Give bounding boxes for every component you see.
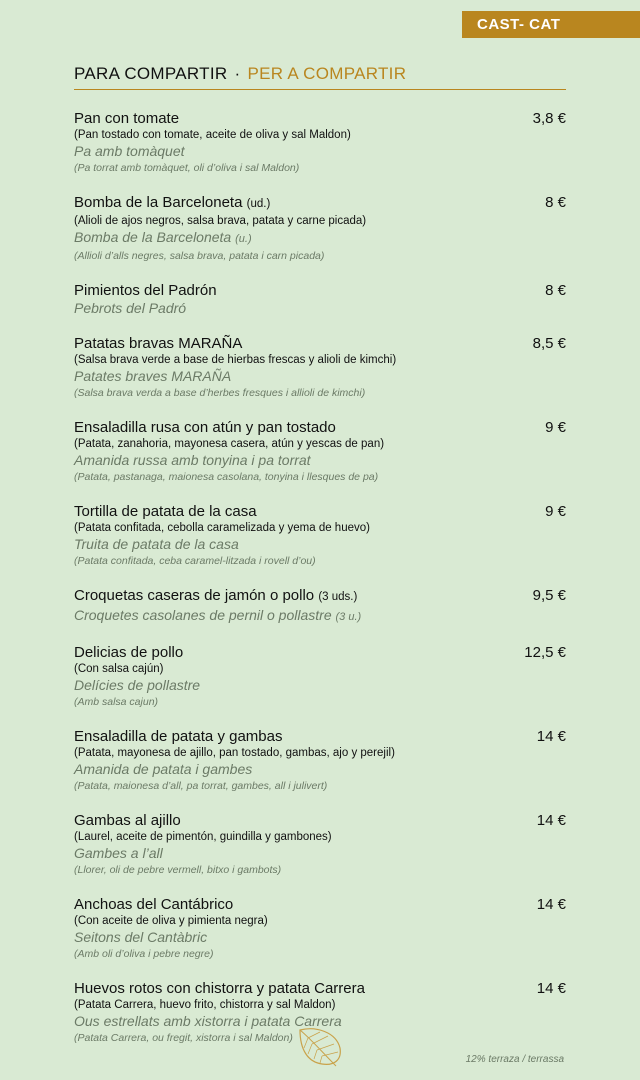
section-title-cast: PARA COMPARTIR: [74, 64, 228, 83]
menu-item-description-catalan: (Pa torrat amb tomàquet, oli d’oliva i sal Maldon): [74, 162, 300, 174]
menu-item-name-text: Croquetas caseras de jamón o pollo: [74, 587, 315, 604]
menu-item-name-catalan: [74, 845, 566, 862]
menu-item: [74, 586, 566, 626]
menu-item-description-catalan: (Allioli d’alls negres, salsa brava, patata i carn picada): [74, 250, 325, 262]
menu-item-name-catalan: [74, 607, 566, 626]
menu-item-price: 14 €: [536, 896, 566, 913]
menu-item: [74, 895, 566, 962]
menu-item-price: 9 €: [545, 419, 566, 436]
menu-item-description: (Con salsa cajún): [74, 663, 164, 675]
language-toggle-badge[interactable]: CAST- CAT: [462, 11, 640, 38]
menu-item-description: (Con aceite de oliva y pimienta negra): [74, 915, 268, 927]
menu-item-description-catalan: (Patata, pastanaga, maionesa casolana, tonyina i llesques de pa): [74, 471, 379, 483]
menu-item: [74, 334, 566, 401]
menu-item-name-catalan-text: Ous estrellats amb xistorra i patata Carrera: [74, 1013, 342, 1029]
menu-item-name-catalan-text: Pebrots del Padró: [74, 300, 187, 316]
section-title-cat: PER A COMPARTIR: [247, 64, 407, 83]
menu-item-name-text: Pimientos del Padrón: [74, 282, 217, 299]
menu-item-name-catalan: [74, 761, 566, 778]
menu-item-description-catalan: (Salsa brava verda a base d’herbes fresques i allioli de kimchi): [74, 387, 366, 399]
menu-item-name-text: Gambas al ajillo: [74, 812, 181, 829]
menu-item-name-text: Ensaladilla rusa con atún y pan tostado: [74, 419, 336, 436]
menu-item-name-catalan: [74, 229, 566, 248]
menu-item-name-catalan: [74, 452, 566, 469]
menu-item-name-catalan-text: Pa amb tomàquet: [74, 143, 185, 159]
menu-item-name: [74, 418, 566, 437]
menu-item-name-catalan: [74, 300, 566, 317]
menu-item-description: (Patata, zanahoria, mayonesa casera, atún y yescas de pan): [74, 438, 385, 450]
menu-item: [74, 281, 566, 317]
menu-item-description-catalan: (Patata, maionesa d’all, pa torrat, gambes, all i julivert): [74, 780, 328, 792]
menu-item-price: 9 €: [545, 503, 566, 520]
menu-item-name-text: Tortilla de patata de la casa: [74, 503, 257, 520]
terrace-surcharge-note: 12% terraza / terrassa: [465, 1054, 564, 1065]
menu-item-price: 3,8 €: [532, 110, 566, 127]
menu-item-name: [74, 109, 566, 128]
menu-item-description-catalan: (Llorer, oli de pebre vermell, bitxo i gambots): [74, 864, 282, 876]
menu-item-name-catalan: [74, 368, 566, 385]
menu-item: [74, 502, 566, 569]
menu-item-price: 14 €: [536, 728, 566, 745]
menu-item-name-catalan-text: Croquetes casolanes de pernil o pollastre: [74, 607, 332, 623]
menu-item-name-text: Bomba de la Barceloneta: [74, 194, 243, 211]
menu-item-name: [74, 334, 566, 353]
menu-item-price: 8,5 €: [532, 335, 566, 352]
menu-item-name-catalan-text: Amanida de patata i gambes: [74, 761, 253, 777]
menu-item-name: [74, 193, 566, 214]
menu-item-description: (Pan tostado con tomate, aceite de oliva y sal Maldon): [74, 129, 351, 141]
menu-item-name: [74, 502, 566, 521]
menu-item-name-catalan-text: Gambes a l’all: [74, 845, 163, 861]
menu-item-unit: (3 uds.): [318, 591, 358, 603]
menu-item-price: 12,5 €: [524, 644, 566, 661]
menu-item-name-catalan-text: Truita de patata de la casa: [74, 536, 239, 552]
menu-item-name-catalan-text: Bomba de la Barceloneta: [74, 229, 232, 245]
menu-item-description: (Alioli de ajos negros, salsa brava, patata y carne picada): [74, 215, 367, 227]
menu-item-name: [74, 586, 566, 607]
menu-item: [74, 109, 566, 176]
menu-item-name-catalan: [74, 929, 566, 946]
menu-item-name: [74, 979, 566, 998]
section-divider: [74, 89, 566, 90]
menu-item-name: [74, 727, 566, 746]
menu-item-name-catalan: [74, 536, 566, 553]
menu-item-name-text: Huevos rotos con chistorra y patata Carrera: [74, 980, 365, 997]
menu-item-unit: (ud.): [246, 198, 271, 210]
section-title: [74, 64, 406, 84]
menu-item-name-text: Pan con tomate: [74, 110, 180, 127]
menu-item-description-catalan: (Amb salsa cajun): [74, 696, 159, 708]
menu-item-name: [74, 643, 566, 662]
section-title-separator: ·: [234, 64, 241, 83]
menu-item-unit-catalan: (3 u.): [335, 611, 362, 623]
leaf-icon: [296, 1024, 344, 1068]
menu-item-name-catalan: [74, 143, 566, 160]
menu-item-description: (Patata Carrera, huevo frito, chistorra y sal Maldon): [74, 999, 336, 1011]
menu-item-name-text: Ensaladilla de patata y gambas: [74, 728, 283, 745]
menu-item: [74, 193, 566, 264]
menu-item-price: 8 €: [545, 282, 566, 299]
menu-item-price: 8 €: [545, 194, 566, 211]
menu-item-description: (Patata, mayonesa de ajillo, pan tostado, gambas, ajo y perejil): [74, 747, 395, 759]
menu-item-description: (Patata confitada, cebolla caramelizada y yema de huevo): [74, 522, 370, 534]
menu-item-name-catalan: [74, 677, 566, 694]
menu-item-name-text: Patatas bravas MARAÑA: [74, 335, 243, 352]
menu-item: [74, 811, 566, 878]
menu-item-description: (Laurel, aceite de pimentón, guindilla y gambones): [74, 831, 332, 843]
menu-item-name-catalan-text: Patates braves MARAÑA: [74, 368, 232, 384]
menu-item-name: [74, 281, 566, 300]
menu-item-name-catalan-text: Delícies de pollastre: [74, 677, 201, 693]
menu-item: [74, 727, 566, 794]
menu-item-description-catalan: (Patata Carrera, ou fregit, xistorra i sal Maldon): [74, 1032, 293, 1044]
menu-item-price: 14 €: [536, 812, 566, 829]
menu-item-name: [74, 895, 566, 914]
menu-item-name-catalan-text: Amanida russa amb tonyina i pa torrat: [74, 452, 311, 468]
menu-item-description: (Salsa brava verde a base de hierbas frescas y alioli de kimchi): [74, 354, 397, 366]
menu-item-description-catalan: (Patata confitada, ceba caramel-litzada i rovell d’ou): [74, 555, 316, 567]
menu-item-unit-catalan: (u.): [235, 233, 252, 245]
menu-item-name-text: Anchoas del Cantábrico: [74, 896, 234, 913]
menu-item-name-text: Delicias de pollo: [74, 644, 184, 661]
menu-item-name-catalan-text: Seitons del Cantàbric: [74, 929, 208, 945]
menu-item: [74, 643, 566, 710]
menu-list: [74, 109, 566, 1063]
menu-item-name: [74, 811, 566, 830]
menu-item-price: 14 €: [536, 980, 566, 997]
menu-item-description-catalan: (Amb oli d’oliva i pebre negre): [74, 948, 214, 960]
menu-item-price: 9,5 €: [532, 587, 566, 604]
menu-item: [74, 418, 566, 485]
